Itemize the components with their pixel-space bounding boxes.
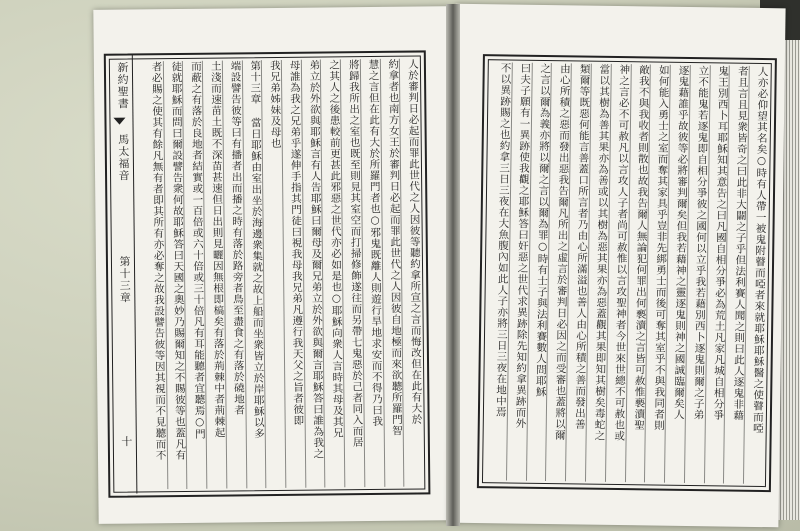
text-column: 者必賜之使其有餘凡無有者即其所有亦必奪之故我設譬告彼等因其視而不見聽而不 [150, 61, 167, 461]
text-column: 第十三章 當日耶穌由室出坐於海邊衆集就之故上船而坐衆皆立於岸耶穌以多 [241, 60, 265, 488]
text-column: 土淺而速苗土既不深苗甚速但日出則見曬因無根即槁矣有落於荊棘中者荊棘起 [202, 61, 226, 489]
text-column: 之其人之後患較前更甚此邪惡之世代亦必如是也○耶穌向衆人言時其母及其兄 [320, 59, 344, 487]
text-column: 端設譬告彼等曰有播者出而播之時有落於路旁者鳥至盡食之有落於磽地者 [222, 60, 246, 488]
text-column: 曰夫子願有一異跡使我觀之耶穌答曰奸惡之世代求異跡除先知約拿異跡而外 [506, 63, 532, 481]
text-column: 弟立於外欲與耶穌言有人告耶穌曰爾母及爾兄弟立於外欲與爾言耶穌答曰誰為我之 [301, 60, 325, 488]
text-column: 由心所積之惡而發出惡我告爾凡所出之虛言於審判日必因之而受審也蓋將以爾 [545, 63, 571, 481]
text-column: 敵我不與我收者則散也故我告爾人無論犯何罪出何褻瀆之言皆可赦惟褻瀆聖 [625, 64, 651, 482]
text-column: 鬼王別西卜耳耶穌知其意告之曰凡國自相分爭必為荒土凡家凡城自相分爭 [704, 65, 730, 483]
text-column: 神之言必不可赦凡以言攻人子者尚可赦惟以言攻聖神者今世來世總不可赦也或 [605, 64, 631, 482]
text-column: 母誰為我之兄弟乎遂伸手指其門徒曰視我母我兄弟凡遵行我天父之旨者彼即 [281, 60, 305, 488]
text-column: 人亦必仰望其名矣○時有人帶一被鬼附瞽而啞者來就耶穌耶穌醫之使瞽而啞 [743, 66, 769, 484]
left-text-frame [104, 50, 431, 497]
text-column: 當以其樹為善其果亦為善或以其樹為惡其果亦為惡蓋觀其果即知其樹矣毒蛇之 [585, 64, 611, 482]
text-column: 之言以爾為義亦將以爾之言以爾為罪○時有士子與法利賽數人問耶穌 [526, 63, 552, 481]
text-column: 徒就耶穌而問曰爾設譬告衆何故耶穌答曰天國之奧妙乃賜爾知之不賜彼等也蓋凡有 [163, 61, 187, 489]
text-column: 而蔽之有落於良地者結實或一百倍或六十倍或三十倍凡有耳能聽者宜聽焉○門 [182, 61, 206, 489]
text-column: 將歸我所出之室也既至則見其室空而打掃修飾遂往而另帶七鬼惡於己者同入而居 [340, 59, 364, 487]
gospel-name: 馬太福音 [116, 133, 131, 182]
fishtail-mark [113, 118, 125, 125]
book-title: 新約聖書 [115, 61, 130, 110]
page-number: 十 [119, 435, 133, 448]
book-gutter [446, 4, 460, 526]
text-column: 如何能入勇士之室而奪其家具乎豈非先綁勇士而後可奪其室乎不與我同者則 [644, 64, 670, 482]
text-column: 人於審判日必起而罪此世代之人因彼等聽約拿所宣之言而悔改但在此有大於 [399, 59, 423, 487]
left-page [93, 6, 460, 524]
text-column: 逐鬼藉誰乎故彼等必將審判爾矣但我若藉神之靈逐鬼則神之國誠臨爾矣人 [664, 65, 690, 483]
left-text-columns [144, 59, 423, 490]
text-column: 類爾等既惡何能言善蓋口所言者乃由心所滿溢也善人由心所積之善而發出善 [565, 63, 591, 481]
text-column: 不以異跡賜之也約拿三日三夜在大魚腹內如此人子亦將三日三夜在地中焉 [494, 62, 512, 418]
text-column: 慧之言但在此有大於所羅門者也○邪鬼既離人則遊行旱地求安而不得乃曰我 [360, 59, 384, 487]
text-column: 者且言且見衆皆奇之曰此非大闢之子乎但法利賽人聞之則曰此人逐鬼非藉 [723, 66, 749, 484]
right-text-frame [477, 54, 777, 492]
chapter-label: 第十三章 [117, 255, 132, 304]
text-column: 我兄弟姊妹及母也 [261, 60, 285, 488]
right-page [448, 4, 785, 528]
text-column: 立不能鬼若逐鬼即自相分爭彼之國何以立乎我若藉別西卜逐鬼則爾之子弟 [684, 65, 710, 483]
right-text-columns [487, 62, 769, 484]
text-column: 約拿者也南方女王於審判日必起而罪此世代之人因彼自地極而來欲聽所羅門智 [379, 59, 403, 487]
